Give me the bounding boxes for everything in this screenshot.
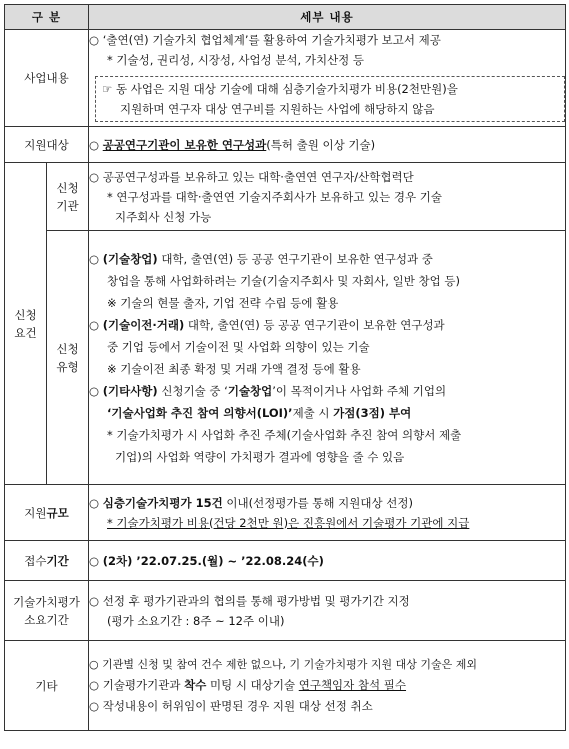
label-duration-2: 소요기간 — [24, 612, 69, 627]
type-b-line-1: ○ (기술이전·거래) 대학, 출연(연) 등 공공 연구기관이 보유한 연구성과 — [89, 317, 445, 332]
label-period-b: 기간 — [46, 553, 69, 568]
business-note-line-1: ☞ 동 사업은 지원 대상 기술에 대해 심층기술가치평가 비용(2천만원)을 — [102, 82, 458, 96]
label-period — [5, 541, 89, 581]
type-a-line-1: ○ (기술창업) 대학, 출연(연) 등 공공 연구기관이 보유한 연구성과 중 — [89, 251, 433, 266]
bullet: ○ — [89, 495, 103, 510]
type-c-text-b: 기술창업 — [227, 383, 273, 398]
scale-suffix: 이내(선정평가를 통해 지원대상 선정) — [222, 495, 413, 510]
target-line — [89, 135, 565, 155]
type-a-title: (기술창업) — [102, 251, 158, 266]
label-requirements — [5, 163, 47, 485]
etc-line-2b: 착수 — [184, 678, 207, 692]
business-line-2: * 기술성, 권리성, 시장성, 사업성 분석, 가치산정 등 — [107, 53, 365, 67]
row-etc — [5, 641, 566, 731]
type-c-line-2 — [89, 402, 565, 424]
etc-line-1: ○ 기관별 신청 및 참여 건수 제한 없으나, 기 기술가치평가 지원 대상 기술은 제외 — [89, 658, 477, 671]
bullet: ○ — [89, 553, 103, 568]
business-note-line-2: 지원하며 연구자 대상 연구비를 지원하는 사업에 해당하지 않음 — [120, 102, 435, 116]
label-org — [47, 163, 89, 231]
label-requirements-2: 요건 — [14, 325, 37, 340]
info-table — [4, 4, 566, 731]
label-business: 사업내용 — [5, 30, 89, 127]
org-line-2: * 연구성과를 대학·출연연 기술지주회사가 보유하고 있는 경우 기술 — [107, 189, 442, 204]
type-c-text-c: ’이 목적이거나 사업화 주체 기업의 — [272, 383, 447, 398]
type-c-bonus: 가점(3점) 부여 — [333, 405, 412, 420]
type-c-loi: ‘기술사업화 추진 참여 의향서(LOI)’ — [107, 405, 293, 420]
label-duration — [5, 581, 89, 641]
row-duration — [5, 581, 566, 641]
target-suffix: (특허 출원 이상 기술) — [266, 137, 376, 152]
type-b-title: (기술이전·거래) — [102, 317, 185, 332]
scale-emphasis: 심층기술가치평가 15건 — [102, 495, 223, 510]
scale-line-2: * 기술가치평가 비용(건당 2천만 원)은 진흥원에서 기술평가 기관에 지급 — [107, 515, 470, 530]
type-d-line-1: * 기술가치평가 시 사업화 추진 주체(기술사업화 추진 참여 의향서 제출 — [107, 427, 462, 442]
bullet: ○ — [89, 137, 103, 152]
business-line-1: ○ ‘출연(연) 기술가치 협업체계’를 활용하여 기술가치평가 보고서 제공 — [89, 33, 441, 47]
row-scale — [5, 485, 566, 541]
table-header-row — [5, 5, 566, 30]
type-c-text-a: 신청기술 중 ‘ — [157, 383, 228, 398]
label-scale-a: 지원 — [24, 505, 47, 520]
row-business — [5, 30, 566, 127]
label-type — [47, 231, 89, 485]
period-text: (2차) ’22.07.25.(월) ~ ’22.08.24(수) — [102, 553, 324, 568]
type-b-line-2: 중 기업 등에서 기술이전 및 사업화 의향이 있는 기술 — [107, 339, 370, 354]
label-duration-1: 기술가치평가 — [13, 594, 80, 609]
type-c-submit: 제출 시 — [292, 405, 334, 420]
business-note-box — [95, 76, 565, 122]
header-category: 구 분 — [5, 5, 89, 30]
etc-line-2c: 미팅 시 대상기술 — [206, 678, 299, 692]
target-emphasis: 공공연구기관이 보유한 연구성과 — [102, 137, 267, 152]
type-b-line-3: ※ 기술이전 최종 확정 및 거래 가액 결정 등에 활용 — [107, 361, 361, 376]
row-target — [5, 127, 566, 163]
label-org-2: 기관 — [56, 198, 79, 213]
type-d-line-2: 기업)의 사업화 역량이 가치평가 결과에 영향을 줄 수 있음 — [115, 449, 405, 464]
etc-line-2a: ○ 기술평가기관과 — [89, 678, 185, 692]
type-a-line-2: 창업을 통해 사업화하려는 기술(기술지주회사 및 자회사, 일반 창업 등) — [107, 273, 460, 288]
type-a-text: 대학, 출연(연) 등 공공 연구기관이 보유한 연구성과 중 — [157, 251, 433, 266]
scale-line-1 — [89, 493, 565, 513]
duration-line-1: ○ 선정 후 평가기관과의 협의를 통해 평가방법 및 평가기간 지정 — [89, 593, 410, 608]
org-line-1: ○ 공공연구성과를 보유하고 있는 대학·출연연 연구자/산학협력단 — [89, 169, 414, 184]
label-scale — [5, 485, 89, 541]
label-type-1: 신청 — [56, 341, 79, 356]
org-line-3: 지주회사 신청 가능 — [115, 209, 212, 224]
label-type-2: 유형 — [56, 359, 79, 374]
row-requirements-type — [5, 231, 566, 485]
type-c-title: (기타사항) — [102, 383, 158, 398]
type-b-text: 대학, 출연(연) 등 공공 연구기관이 보유한 연구성과 — [184, 317, 445, 332]
duration-line-2: (평가 소요기간 : 8주 ~ 12주 이내) — [107, 613, 285, 628]
label-target: 지원대상 — [5, 127, 89, 163]
row-period — [5, 541, 566, 581]
etc-line-2d: 연구책임자 참석 필수 — [298, 678, 407, 692]
etc-line-2 — [89, 675, 565, 696]
header-details: 세부 내용 — [89, 5, 566, 30]
type-a-line-3: ※ 기술의 현물 출자, 기업 전략 수립 등에 활용 — [107, 295, 339, 310]
label-requirements-1: 신청 — [14, 307, 37, 322]
row-requirements-org — [5, 163, 566, 231]
label-period-a: 접수 — [24, 553, 47, 568]
label-etc: 기타 — [5, 641, 89, 731]
etc-line-3: ○ 작성내용이 허위임이 판명된 경우 지원 대상 선정 취소 — [89, 699, 373, 713]
period-line — [89, 551, 565, 571]
label-org-1: 신청 — [56, 180, 79, 195]
label-scale-b: 규모 — [46, 505, 69, 520]
type-c-line-1: ○ (기타사항) 신청기술 중 ‘기술창업’이 목적이거나 사업화 주체 기업의 — [89, 383, 447, 398]
